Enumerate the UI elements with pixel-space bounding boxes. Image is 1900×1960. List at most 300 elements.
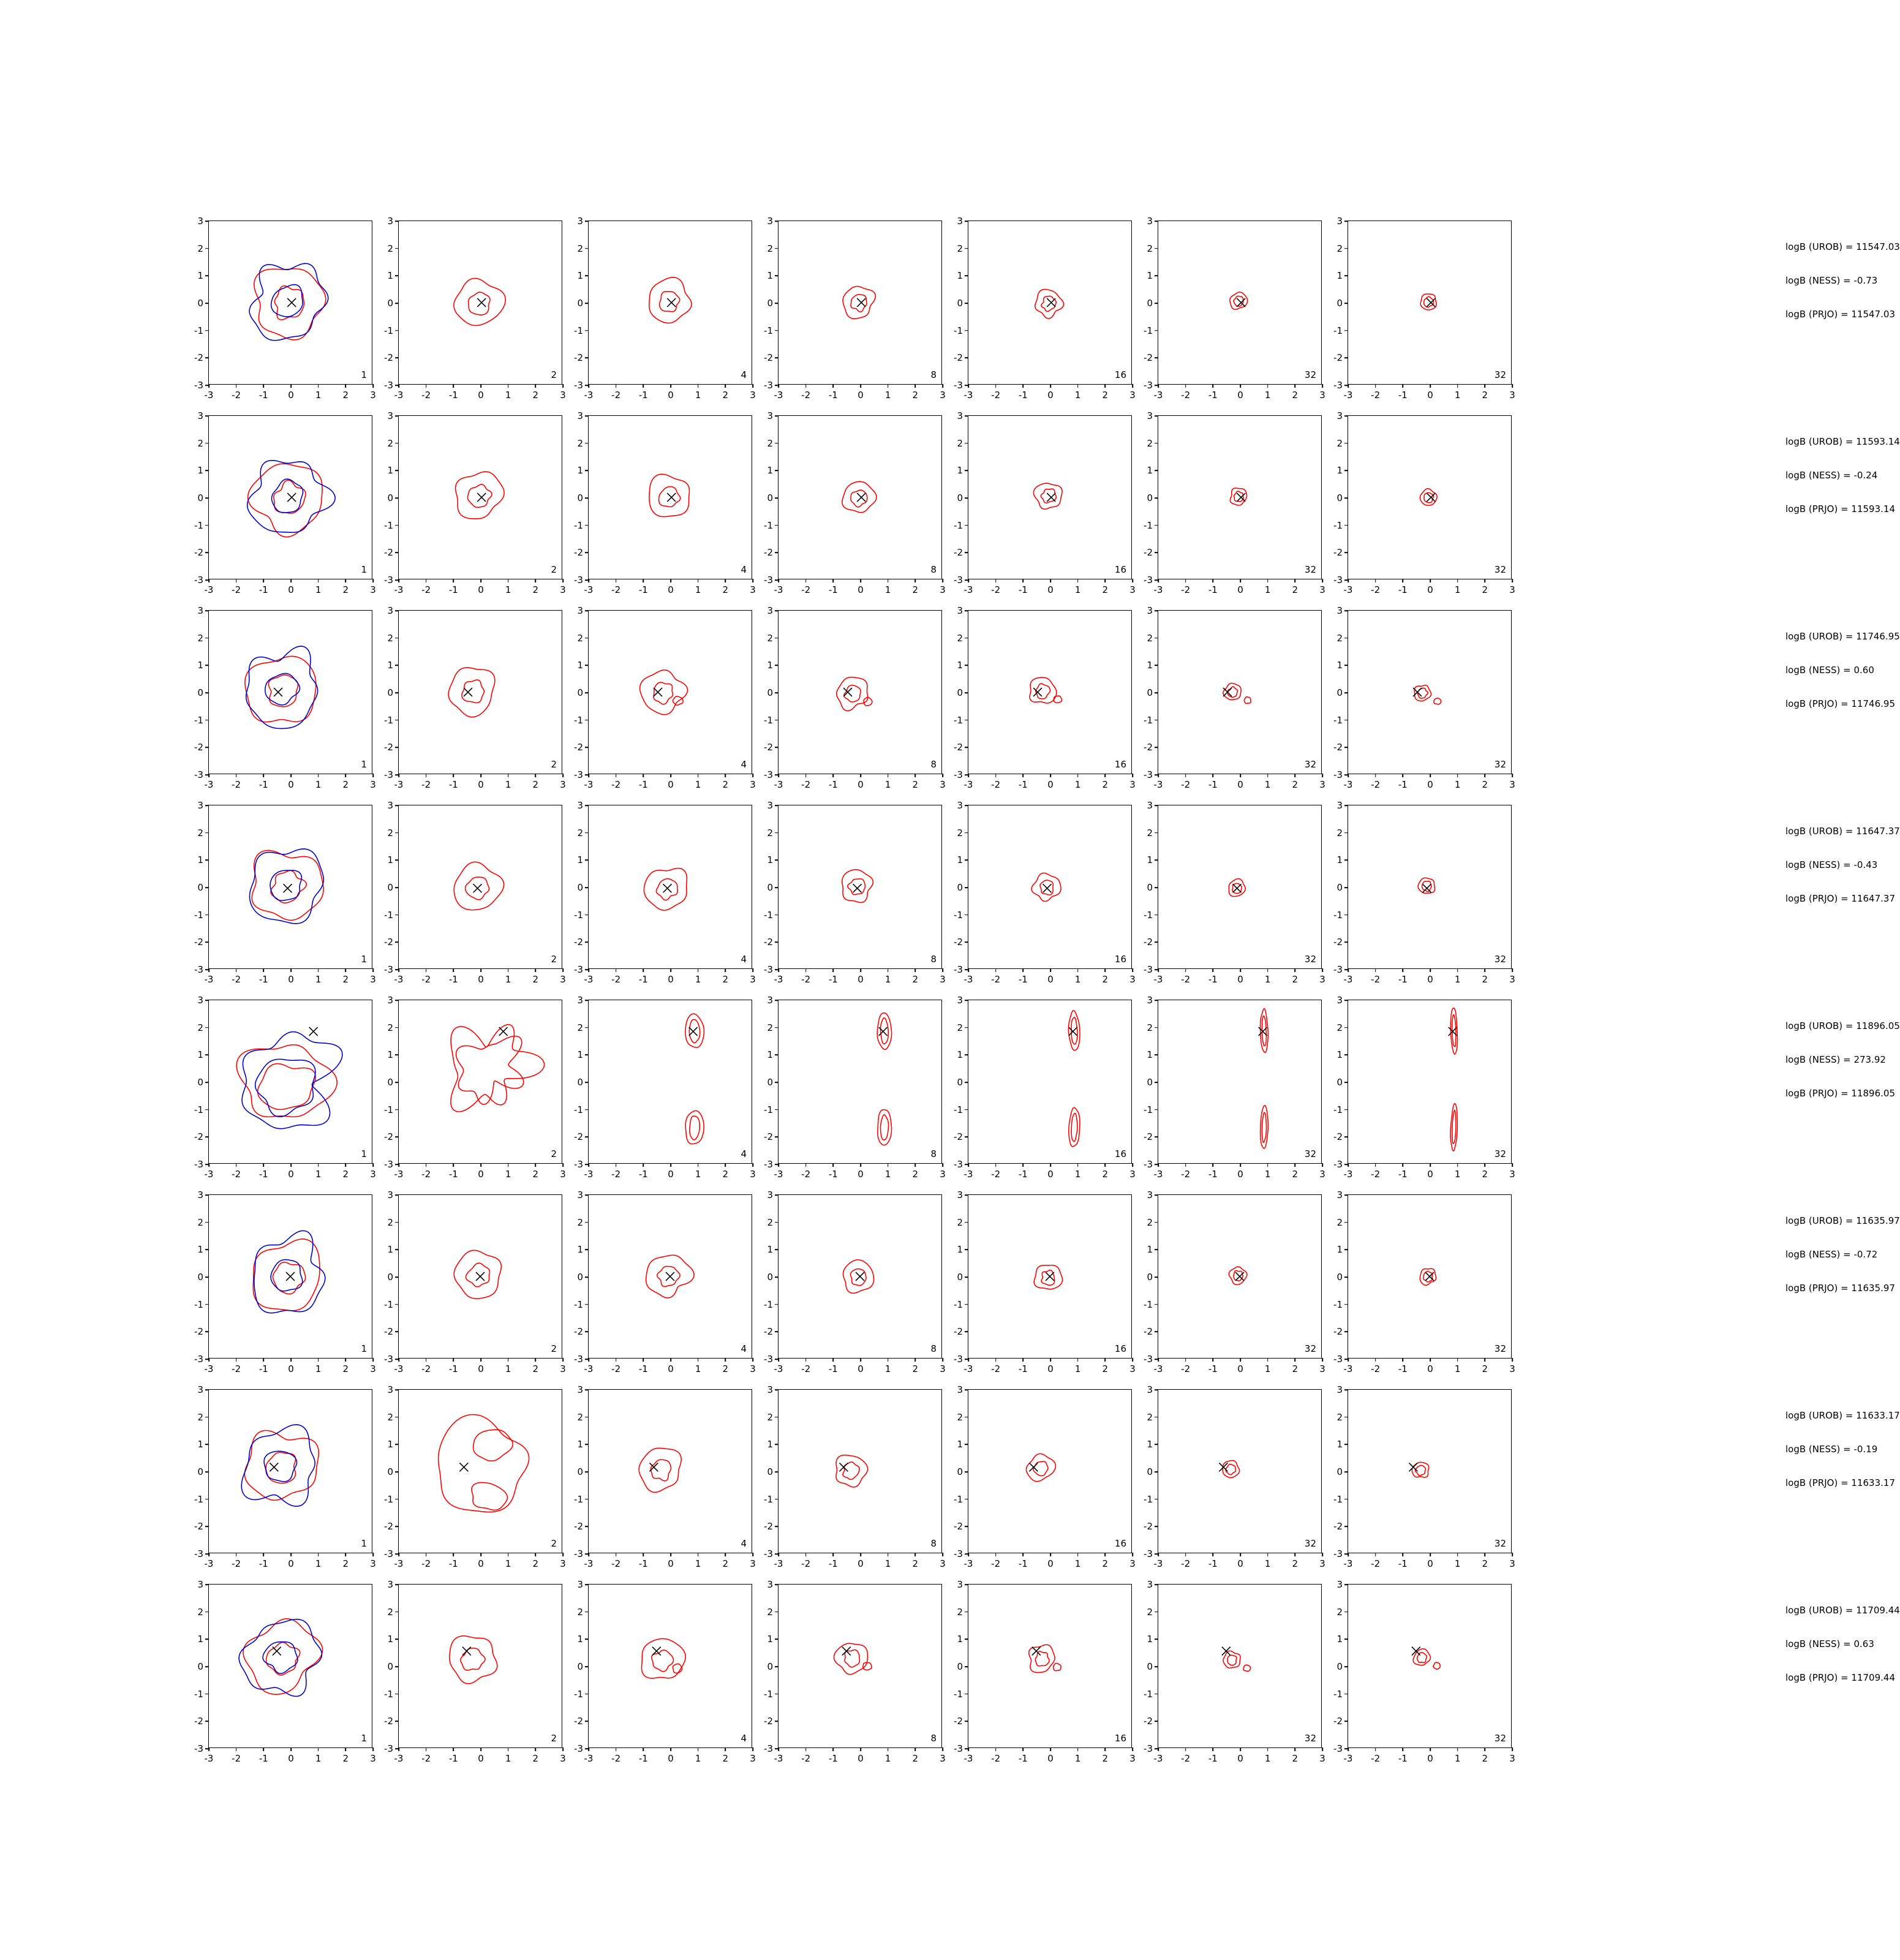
contour-panel[interactable] <box>574 605 756 790</box>
y-tick-label: 2 <box>767 1606 773 1618</box>
x-tick-mark <box>318 1553 319 1556</box>
x-tick-mark <box>508 1358 509 1362</box>
contour-panel[interactable] <box>1144 410 1325 595</box>
contour-panel[interactable] <box>1333 1384 1515 1569</box>
x-tick-label: 1 <box>1264 584 1271 595</box>
x-tick-mark <box>1267 1163 1269 1167</box>
y-tick-label: -3 <box>764 380 773 391</box>
x-tick-label: -2 <box>1181 974 1191 985</box>
y-tick-mark <box>205 579 209 581</box>
y-tick-label: -1 <box>954 519 963 531</box>
y-tick-label: 3 <box>1147 1579 1153 1590</box>
x-tick-label: 1 <box>695 779 701 790</box>
x-tick-label: 1 <box>1454 974 1461 985</box>
x-tick-mark <box>1267 579 1269 582</box>
logb-annotation: logB (NESS) = 273.92 <box>1785 1054 1886 1065</box>
x-tick-label: 0 <box>478 779 484 790</box>
x-tick-label: 2 <box>1482 584 1488 595</box>
contour-panel[interactable] <box>194 800 376 985</box>
y-tick-mark <box>205 1553 209 1555</box>
contour-panel[interactable] <box>764 1189 946 1374</box>
x-tick-label: 0 <box>1427 1558 1433 1569</box>
y-tick-label: -2 <box>194 1716 203 1727</box>
panel-axes <box>1144 1384 1325 1569</box>
x-tick-mark <box>1403 1553 1404 1556</box>
x-tick-mark <box>698 1553 699 1556</box>
x-tick-mark <box>480 1553 481 1556</box>
x-tick-label: -3 <box>774 1363 783 1374</box>
contour-panel[interactable] <box>574 995 756 1180</box>
panel-index-label: 32 <box>1494 954 1506 965</box>
x-tick-label: 2 <box>1482 1558 1488 1569</box>
y-tick-label: 3 <box>1336 410 1343 421</box>
panel-axes <box>194 1384 376 1569</box>
y-tick-label: -3 <box>194 1548 203 1559</box>
x-tick-label: 1 <box>1074 1753 1081 1764</box>
x-tick-label: 0 <box>478 390 484 401</box>
x-tick-label: -1 <box>1208 584 1218 595</box>
x-tick-mark <box>1322 1553 1323 1556</box>
x-tick-label: -2 <box>421 974 431 985</box>
x-tick-mark <box>1050 1163 1051 1167</box>
contour-lines <box>399 1000 562 1163</box>
x-tick-label: 0 <box>1427 584 1433 595</box>
contour-panel[interactable] <box>954 1579 1136 1764</box>
x-tick-mark <box>1077 1553 1079 1556</box>
x-tick-mark <box>942 384 943 388</box>
x-tick-mark <box>915 774 916 777</box>
contour-panel[interactable] <box>1144 216 1325 401</box>
x-tick-mark <box>453 1553 454 1556</box>
x-tick-mark <box>1322 968 1323 972</box>
y-tick-label: 0 <box>1336 1077 1343 1088</box>
contour-panel[interactable] <box>764 800 946 985</box>
x-tick-label: 0 <box>1047 1169 1054 1180</box>
contour-panel[interactable] <box>194 410 376 595</box>
contour-panel[interactable] <box>194 216 376 401</box>
contour-panel[interactable] <box>954 605 1136 790</box>
y-tick-mark <box>395 1164 399 1165</box>
x-tick-mark <box>1430 774 1431 777</box>
contour-panel[interactable] <box>574 1384 756 1569</box>
x-tick-mark <box>1403 579 1404 582</box>
panel-index-label: 16 <box>1114 1343 1126 1354</box>
contour-panel[interactable] <box>1144 605 1325 790</box>
y-tick-label: 2 <box>1336 827 1343 839</box>
y-tick-mark <box>775 969 778 970</box>
x-tick-label: 3 <box>560 1558 566 1569</box>
y-tick-mark <box>585 774 589 775</box>
truth-marker-x <box>309 1027 318 1036</box>
x-tick-mark <box>453 968 454 972</box>
x-tick-label: -3 <box>774 1169 783 1180</box>
x-tick-label: -2 <box>421 1558 431 1569</box>
x-tick-label: 0 <box>288 390 294 401</box>
x-tick-mark <box>725 1358 726 1362</box>
contour-lines <box>399 416 562 579</box>
x-tick-label: 3 <box>1319 974 1325 985</box>
x-tick-label: 3 <box>750 1753 756 1764</box>
x-tick-label: -2 <box>421 1753 431 1764</box>
contour-panel[interactable] <box>764 410 946 595</box>
contour-panel[interactable] <box>574 800 756 985</box>
y-tick-label: -1 <box>384 909 393 921</box>
x-tick-mark <box>1077 1163 1079 1167</box>
x-tick-mark <box>426 968 427 972</box>
x-tick-label: -3 <box>584 779 594 790</box>
x-tick-mark <box>1403 968 1404 972</box>
logb-annotation: logB (UROB) = 11746.95 <box>1785 631 1900 642</box>
contour-panel[interactable] <box>954 800 1136 985</box>
x-tick-mark <box>562 774 564 777</box>
panel-axes <box>384 800 566 985</box>
truth-marker-x <box>1046 1272 1054 1281</box>
contour-lines <box>1158 1585 1321 1747</box>
y-tick-label: -2 <box>384 1326 393 1338</box>
contour-panel[interactable] <box>384 995 566 1180</box>
x-tick-mark <box>942 774 943 777</box>
x-tick-label: -2 <box>611 390 621 401</box>
x-tick-mark <box>426 1747 427 1751</box>
logb-annotation: logB (NESS) = -0.19 <box>1785 1444 1878 1455</box>
panel-axes <box>574 995 756 1180</box>
contour-panel[interactable] <box>1144 1579 1325 1764</box>
x-tick-label: 2 <box>1102 1363 1109 1374</box>
x-tick-mark <box>915 1553 916 1556</box>
contour-panel[interactable] <box>574 216 756 401</box>
x-tick-mark <box>535 774 537 777</box>
contour-panel[interactable] <box>764 216 946 401</box>
x-tick-label: -3 <box>394 974 404 985</box>
y-tick-mark <box>585 1164 589 1165</box>
x-tick-label: 2 <box>722 584 729 595</box>
y-tick-label: -2 <box>194 1521 203 1532</box>
x-tick-label: -2 <box>991 974 1001 985</box>
x-tick-mark <box>1485 1163 1486 1167</box>
x-tick-mark <box>236 968 237 972</box>
panel-index-label: 16 <box>1114 759 1126 770</box>
contour-panel[interactable] <box>1333 800 1515 985</box>
x-tick-mark <box>535 579 537 582</box>
contour-panel[interactable] <box>764 1579 946 1764</box>
y-tick-label: -2 <box>1144 1716 1153 1727</box>
x-tick-label: 2 <box>342 1753 349 1764</box>
contour-panel[interactable] <box>1333 410 1515 595</box>
contour-panel[interactable] <box>1333 605 1515 790</box>
y-tick-label: 1 <box>1147 465 1153 477</box>
x-tick-label: 0 <box>858 1169 864 1180</box>
y-tick-label: 3 <box>197 995 203 1006</box>
x-tick-mark <box>1295 384 1296 388</box>
x-tick-label: -1 <box>1208 974 1218 985</box>
x-tick-mark <box>345 1747 347 1751</box>
x-tick-label: -1 <box>1398 390 1408 401</box>
contour-panel[interactable] <box>384 410 566 595</box>
y-tick-label: 0 <box>577 1661 583 1672</box>
x-tick-mark <box>1375 774 1376 777</box>
x-tick-mark <box>508 1553 509 1556</box>
contour-lines <box>589 1585 752 1747</box>
panel-row <box>194 1384 1900 1584</box>
x-tick-label: -1 <box>1398 1558 1408 1569</box>
y-tick-label: 1 <box>1336 1439 1343 1450</box>
x-tick-mark <box>995 968 997 972</box>
x-tick-mark <box>345 384 347 388</box>
y-tick-label: -2 <box>384 1716 393 1727</box>
y-tick-label: -1 <box>764 1298 773 1310</box>
x-tick-label: 1 <box>1454 1169 1461 1180</box>
x-tick-label: 0 <box>668 1363 674 1374</box>
x-tick-label: 1 <box>505 779 511 790</box>
x-tick-label: -1 <box>1208 390 1218 401</box>
contour-panel[interactable] <box>954 410 1136 595</box>
contour-lines <box>968 221 1131 384</box>
panel-axes <box>384 410 566 595</box>
x-tick-label: 1 <box>1074 779 1081 790</box>
x-tick-mark <box>643 579 644 582</box>
contour-panel[interactable] <box>194 1579 376 1764</box>
x-tick-label: 3 <box>940 584 946 595</box>
contour-panel[interactable] <box>1144 1384 1325 1569</box>
y-tick-label: 2 <box>957 437 963 449</box>
y-tick-mark <box>395 969 399 970</box>
x-tick-label: 3 <box>1319 390 1325 401</box>
x-tick-label: 2 <box>1102 1753 1109 1764</box>
y-tick-label: -3 <box>194 769 203 780</box>
x-tick-label: -3 <box>1153 779 1163 790</box>
contour-lines <box>1348 611 1511 774</box>
contour-panel[interactable] <box>194 605 376 790</box>
x-tick-label: 0 <box>478 1169 484 1180</box>
contour-panel[interactable] <box>574 1189 756 1374</box>
panel-axes <box>954 605 1136 790</box>
x-tick-mark <box>290 1358 292 1362</box>
x-tick-mark <box>1185 1163 1186 1167</box>
y-tick-label: 3 <box>197 605 203 616</box>
x-tick-label: -3 <box>584 390 594 401</box>
x-tick-label: 1 <box>1074 390 1081 401</box>
contour-panel[interactable] <box>1144 1189 1325 1374</box>
x-tick-mark <box>942 1747 943 1751</box>
y-tick-label: 1 <box>387 1049 393 1061</box>
contour-panel[interactable] <box>1144 995 1325 1180</box>
x-tick-label: 2 <box>532 1363 539 1374</box>
panel-axes <box>1144 216 1325 401</box>
contour-panel[interactable] <box>384 800 566 985</box>
x-tick-label: 3 <box>1509 1363 1515 1374</box>
x-tick-label: -3 <box>204 1169 214 1180</box>
y-tick-label: 2 <box>1336 1411 1343 1423</box>
contour-panel[interactable] <box>384 1384 566 1569</box>
truth-marker-x <box>473 884 482 892</box>
x-tick-label: 2 <box>1292 779 1299 790</box>
x-tick-mark <box>833 1747 834 1751</box>
x-tick-mark <box>372 384 374 388</box>
panel-index-label: 4 <box>741 1733 747 1744</box>
contour-panel[interactable] <box>954 1189 1136 1374</box>
contour-panel[interactable] <box>194 1189 376 1374</box>
y-tick-label: -3 <box>954 1354 963 1365</box>
contour-lines <box>209 611 372 774</box>
y-tick-mark <box>1155 1748 1158 1749</box>
x-tick-mark <box>372 1553 374 1556</box>
x-tick-label: -1 <box>1018 779 1028 790</box>
x-tick-mark <box>616 968 617 972</box>
x-tick-mark <box>480 1163 481 1167</box>
y-tick-label: 0 <box>197 1661 203 1672</box>
contour-panel[interactable] <box>764 1384 946 1569</box>
y-tick-label: -3 <box>1144 380 1153 391</box>
contour-panel[interactable] <box>764 605 946 790</box>
y-tick-mark <box>205 1359 209 1360</box>
x-tick-label: 2 <box>532 779 539 790</box>
x-tick-label: -3 <box>1343 1558 1353 1569</box>
panel-row <box>194 1579 1900 1779</box>
y-tick-mark <box>965 1164 968 1165</box>
contour-panel[interactable] <box>954 995 1136 1180</box>
panel-index-label: 1 <box>361 1148 367 1159</box>
contour-panel[interactable] <box>1333 1189 1515 1374</box>
y-tick-mark <box>205 774 209 775</box>
y-tick-label: 3 <box>767 800 773 811</box>
y-tick-label: -1 <box>194 519 203 531</box>
x-tick-label: 1 <box>1454 390 1461 401</box>
contour-panel[interactable] <box>384 605 566 790</box>
x-tick-mark <box>1295 968 1296 972</box>
x-tick-label: -3 <box>963 584 973 595</box>
y-tick-label: 1 <box>387 1634 393 1645</box>
x-tick-mark <box>752 774 753 777</box>
x-tick-mark <box>480 1358 481 1362</box>
contour-panel[interactable] <box>384 1579 566 1764</box>
y-tick-label: -1 <box>384 1493 393 1505</box>
y-tick-label: 3 <box>197 1384 203 1395</box>
x-tick-label: 1 <box>315 974 322 985</box>
panel-axes <box>574 1384 756 1569</box>
x-tick-mark <box>426 579 427 582</box>
x-tick-mark <box>318 384 319 388</box>
truth-marker-x <box>857 493 865 502</box>
x-tick-mark <box>860 968 861 972</box>
y-tick-label: 0 <box>1147 882 1153 893</box>
x-tick-mark <box>1403 1358 1404 1362</box>
x-tick-label: 1 <box>1074 584 1081 595</box>
x-tick-mark <box>1430 1358 1431 1362</box>
contour-panel[interactable] <box>1333 995 1515 1180</box>
x-tick-label: -1 <box>448 1558 458 1569</box>
contour-panel[interactable] <box>1144 800 1325 985</box>
truth-marker-x <box>1425 1272 1434 1281</box>
y-tick-label: -1 <box>574 1493 583 1505</box>
x-tick-label: -1 <box>828 779 838 790</box>
y-tick-label: 3 <box>577 1579 583 1590</box>
x-tick-label: 2 <box>912 1753 919 1764</box>
x-tick-label: 3 <box>750 1558 756 1569</box>
x-tick-mark <box>318 968 319 972</box>
x-tick-mark <box>698 1358 699 1362</box>
contour-panel[interactable] <box>1333 216 1515 401</box>
y-tick-mark <box>775 385 778 386</box>
contour-panel[interactable] <box>574 1579 756 1764</box>
contour-panel[interactable] <box>194 995 376 1180</box>
y-tick-label: 2 <box>577 632 583 644</box>
y-tick-label: 0 <box>1336 1466 1343 1477</box>
contour-panel[interactable] <box>384 216 566 401</box>
panel-index-label: 2 <box>551 1343 557 1354</box>
x-tick-mark <box>1295 1747 1296 1751</box>
x-tick-mark <box>888 1358 889 1362</box>
contour-lines <box>1158 1195 1321 1358</box>
x-tick-mark <box>562 1747 564 1751</box>
x-tick-mark <box>1213 1163 1214 1167</box>
x-tick-mark <box>1485 579 1486 582</box>
contour-panel[interactable] <box>194 1384 376 1569</box>
contour-lines <box>778 1000 941 1163</box>
y-tick-label: -2 <box>1333 742 1343 753</box>
y-tick-label: -2 <box>384 1131 393 1143</box>
x-tick-label: 1 <box>1264 974 1271 985</box>
contour-panel[interactable] <box>954 216 1136 401</box>
x-tick-label: -3 <box>1343 584 1353 595</box>
y-tick-label: 3 <box>577 1189 583 1200</box>
y-tick-label: 1 <box>767 660 773 671</box>
y-tick-label: 0 <box>197 1466 203 1477</box>
x-tick-mark <box>236 1358 237 1362</box>
x-tick-mark <box>263 1747 265 1751</box>
y-tick-label: -2 <box>194 937 203 948</box>
x-tick-mark <box>805 1358 807 1362</box>
contour-panel[interactable] <box>1333 1579 1515 1764</box>
x-tick-mark <box>616 1747 617 1751</box>
y-tick-label: 3 <box>1336 995 1343 1006</box>
panel-index-label: 16 <box>1114 1148 1126 1159</box>
contour-lines <box>778 416 941 579</box>
panel-axes <box>1144 1579 1325 1764</box>
y-tick-label: -2 <box>574 1326 583 1338</box>
x-tick-mark <box>1457 1553 1458 1556</box>
x-tick-mark <box>1457 968 1458 972</box>
x-tick-label: 3 <box>1509 584 1515 595</box>
x-tick-mark <box>1485 1747 1486 1751</box>
x-tick-label: 2 <box>912 1363 919 1374</box>
y-tick-label: -3 <box>384 1354 393 1365</box>
x-tick-label: -3 <box>584 974 594 985</box>
contour-panel[interactable] <box>384 1189 566 1374</box>
logb-annotation: logB (UROB) = 11896.05 <box>1785 1020 1900 1031</box>
x-tick-mark <box>1105 1553 1106 1556</box>
x-tick-label: 3 <box>370 1558 376 1569</box>
contour-panel[interactable] <box>954 1384 1136 1569</box>
y-tick-label: 1 <box>767 465 773 477</box>
x-tick-mark <box>1403 1163 1404 1167</box>
x-tick-label: -1 <box>1208 1753 1218 1764</box>
panel-axes <box>574 216 756 401</box>
x-tick-label: 0 <box>1237 390 1243 401</box>
y-tick-label: 3 <box>1336 1579 1343 1590</box>
contour-panel[interactable] <box>574 410 756 595</box>
y-tick-label: -3 <box>1333 769 1343 780</box>
y-tick-label: -3 <box>384 1159 393 1170</box>
y-tick-label: 0 <box>1147 1466 1153 1477</box>
x-tick-mark <box>698 968 699 972</box>
x-tick-label: 2 <box>1292 1753 1299 1764</box>
x-tick-label: 3 <box>1319 1363 1325 1374</box>
contour-panel[interactable] <box>764 995 946 1180</box>
x-tick-label: -2 <box>611 779 621 790</box>
x-tick-label: 0 <box>858 1363 864 1374</box>
x-tick-label: -2 <box>232 1169 241 1180</box>
y-tick-label: 2 <box>197 1411 203 1423</box>
